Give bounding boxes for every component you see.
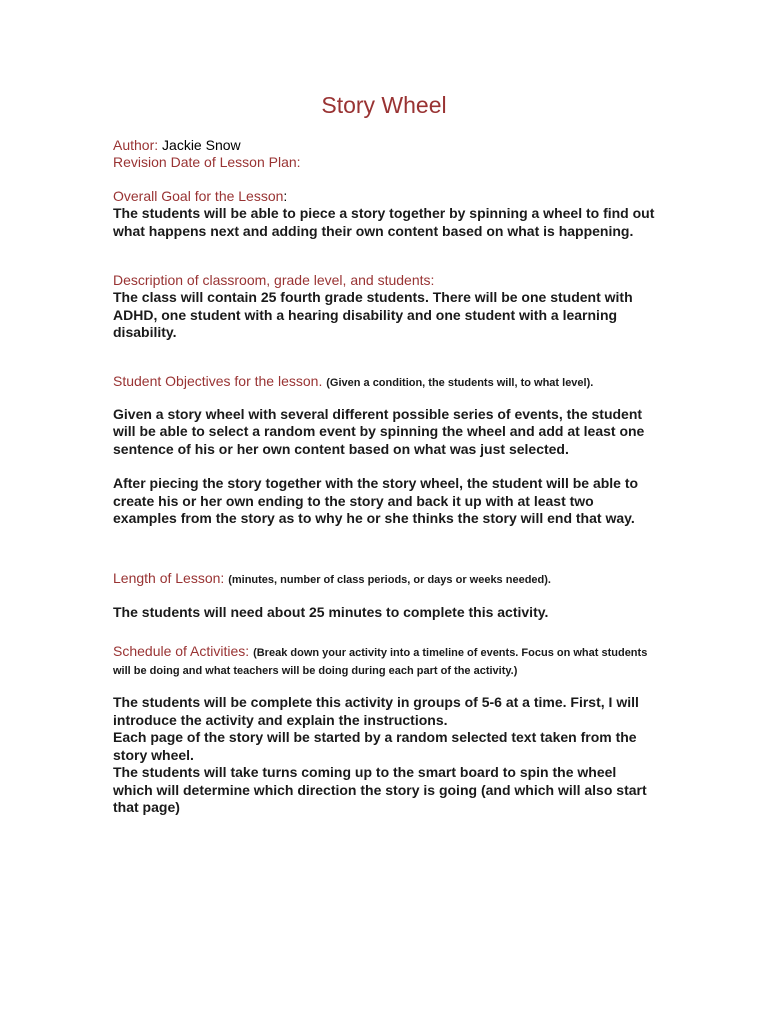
length-colon: : [220, 569, 225, 586]
goal-text: The students will be able to piece a story together by spinning a wheel to find out what happens next and adding their own content based on what is happening. [113, 205, 655, 239]
goal-colon: : [283, 188, 288, 204]
schedule-heading [113, 643, 658, 679]
length-note: (minutes, number of class periods, or days or weeks needed). [228, 573, 551, 586]
length-heading [113, 570, 658, 589]
objectives-heading [113, 373, 658, 392]
lesson-content [113, 137, 658, 817]
length-text: The students will need about 25 minutes to complete this activity. [113, 603, 549, 620]
goal-label: Overall Goal for the Lesson [113, 188, 284, 204]
length-label: Length of Lesson [113, 569, 221, 586]
schedule-paragraph-1: The students will be complete this activity in groups of 5-6 at a time. First, I will introduce the activity and explain the instructions. [113, 694, 639, 728]
author-label: Author: [113, 137, 159, 153]
schedule-label: Schedule of Activities: [113, 643, 250, 659]
schedule-paragraph-3: The students will take turns coming up to the smart board to spin the wheel which will determine which direction the story is going (and which will also start that page) [113, 764, 647, 815]
objectives-note: (Given a condition, the students will, to what level). [326, 376, 594, 389]
schedule-paragraph-2: Each page of the story will be started by a random selected text taken from the story wheel. [113, 729, 637, 763]
author-line [113, 137, 658, 154]
author-name: Jackie Snow [162, 137, 241, 153]
objective-1-text: Given a story wheel with several different possible series of events, the student will be able to select a random event by spinning the wheel and add at least one sentence of his or her own content based on what was just selected. [113, 405, 645, 457]
description-text: The class will contain 25 fourth grade students. There will be one student with ADHD, one student with a hearing disability and one student with a learning disability. [113, 289, 633, 340]
revision-label: Revision Date of Lesson Plan: [113, 154, 301, 170]
schedule-note: (Break down your activity into a timeline of events. Focus on what students will be doing and what teachers will be doing during each part of the activity.) [113, 647, 648, 677]
goal-heading [113, 188, 658, 205]
description-label: Description of classroom, grade level, and students: [113, 272, 435, 288]
page-title: Story Wheel [321, 92, 447, 118]
objectives-label: Student Objectives for the lesson. [113, 372, 323, 389]
objective-2-text: After piecing the story together with the story wheel, the student will be able to create his or her own ending to the story and back it up with at least two examples from the story as to why he or she thinks the story will end that way. [113, 475, 639, 526]
